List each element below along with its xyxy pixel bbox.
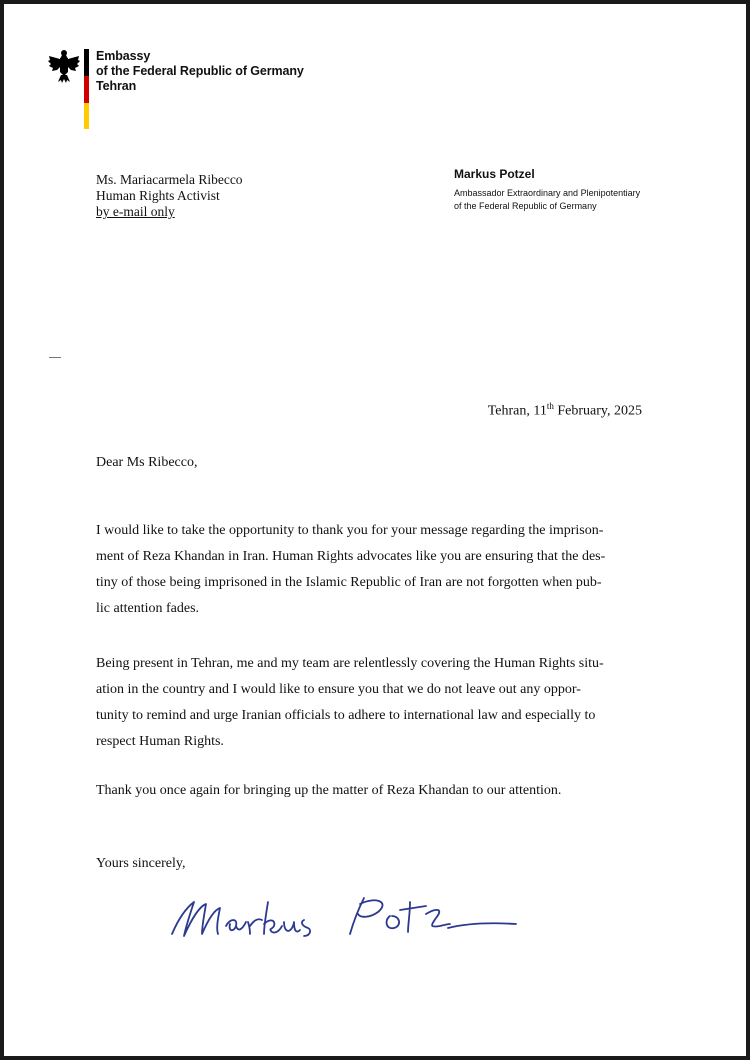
- flag-red-segment: [84, 76, 89, 103]
- paragraph-line: respect Human Rights.: [96, 734, 224, 749]
- closing: Yours sincerely,: [96, 856, 186, 871]
- fold-mark: [49, 357, 61, 358]
- paragraph-line: tiny of those being imprisoned in the Islamic Republic of Iran are not forgotten when pub-: [96, 575, 602, 590]
- paragraph-line: ation in the country and I would like to ensure you that we do not leave out any oppor-: [96, 682, 581, 697]
- paragraph-line: lic attention fades.: [96, 601, 200, 616]
- date-prefix: Tehran, 11: [487, 403, 547, 419]
- flag-color-bar: [84, 49, 89, 129]
- embassy-letterhead: [96, 49, 304, 94]
- letterhead-line: Embassy: [96, 49, 151, 63]
- date-ordinal: th: [546, 401, 554, 411]
- salutation: Dear Ms Ribecco,: [96, 455, 198, 470]
- paragraph-line: ment of Reza Khandan in Iran. Human Rights advocates like you are ensuring that the des-: [96, 549, 606, 564]
- flag-gold-segment: [84, 103, 89, 129]
- flag-black-segment: [84, 49, 89, 76]
- recipient-block: [96, 172, 243, 220]
- federal-eagle-icon: [48, 48, 80, 84]
- paragraph-line: I would like to take the opportunity to thank you for your message regarding the imprison-: [96, 523, 604, 538]
- delivery-note: by e-mail only: [96, 204, 175, 219]
- paragraph-line: Thank you once again for bringing up the matter of Reza Khandan to our attention.: [96, 783, 562, 798]
- date-suffix: February, 2025: [553, 403, 642, 419]
- sender-title-line: of the Federal Republic of Germany: [454, 201, 597, 211]
- letter-page: [4, 4, 746, 1056]
- sender-title: [454, 187, 640, 213]
- sender-title-line: Ambassador Extraordinary and Plenipotentiary: [454, 188, 641, 198]
- paragraph-line: tunity to remind and urge Iranian officials to adhere to international law and especially to: [96, 708, 596, 723]
- body-paragraph: [96, 518, 656, 622]
- letterhead-line: of the Federal Republic of Germany: [96, 64, 304, 78]
- recipient-role: Human Rights Activist: [96, 188, 220, 203]
- recipient-name: Ms. Mariacarmela Ribecco: [96, 172, 243, 187]
- handwritten-signature: [164, 884, 524, 954]
- sender-name: Markus Potzel: [454, 167, 535, 181]
- body-paragraph: [96, 651, 656, 755]
- body-paragraph: [96, 778, 656, 804]
- letterhead-line: Tehran: [96, 79, 137, 93]
- paragraph-line: Being present in Tehran, me and my team are relentlessly covering the Human Rights situ-: [96, 656, 604, 671]
- letter-date: [488, 401, 642, 420]
